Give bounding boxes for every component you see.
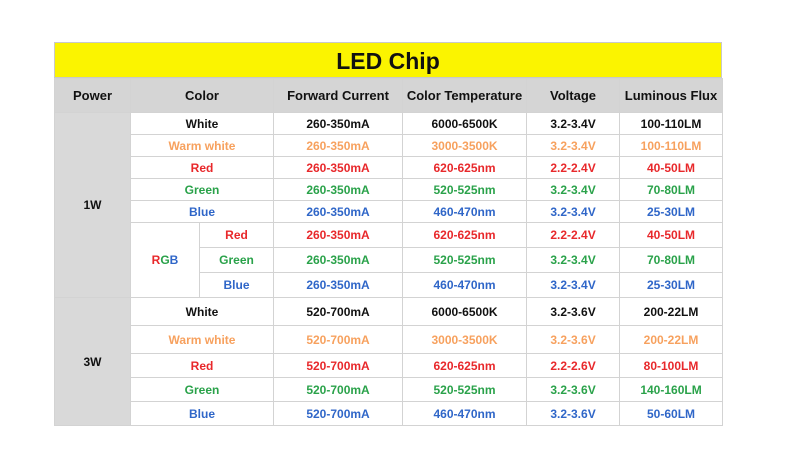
temperature-cell: 620-625nm [403,354,527,378]
table-row [55,223,723,248]
power-cell-3w: 3W [55,298,131,426]
temperature-cell: 6000-6500K [403,113,527,135]
header-power: Power [55,79,131,113]
flux-cell: 200-22LM [620,326,723,354]
table-row [55,354,723,378]
flux-cell: 100-110LM [620,113,723,135]
flux-cell: 100-110LM [620,135,723,157]
temperature-cell: 520-525nm [403,248,527,273]
voltage-cell: 3.2-3.6V [527,326,620,354]
flux-cell: 25-30LM [620,273,723,298]
color-cell: Blue [131,402,274,426]
temperature-cell: 6000-6500K [403,298,527,326]
table-row [55,179,723,201]
table-row [55,298,723,326]
flux-cell: 40-50LM [620,223,723,248]
voltage-cell: 2.2-2.6V [527,354,620,378]
temperature-cell: 620-625nm [403,157,527,179]
current-cell: 520-700mA [274,354,403,378]
rgb-letter-r: R [151,253,161,267]
temperature-cell: 520-525nm [403,179,527,201]
color-cell: White [131,113,274,135]
current-cell: 520-700mA [274,326,403,354]
table-title: LED Chip [54,42,722,78]
flux-cell: 200-22LM [620,298,723,326]
temperature-cell: 3000-3500K [403,135,527,157]
current-cell: 260-350mA [274,157,403,179]
table-row [55,402,723,426]
color-cell: Red [200,223,274,248]
table-row [55,135,723,157]
voltage-cell: 3.2-3.4V [527,179,620,201]
flux-cell: 25-30LM [620,201,723,223]
header-color-temperature: Color Temperature [403,79,527,113]
color-cell: Red [131,354,274,378]
flux-cell: 50-60LM [620,402,723,426]
current-cell: 520-700mA [274,298,403,326]
color-cell: Green [131,378,274,402]
color-cell: Green [131,179,274,201]
voltage-cell: 3.2-3.4V [527,273,620,298]
voltage-cell: 3.2-3.4V [527,135,620,157]
voltage-cell: 3.2-3.4V [527,248,620,273]
header-row [55,79,723,113]
temperature-cell: 460-470nm [403,273,527,298]
header-forward-current: Forward Current [274,79,403,113]
table-row [55,201,723,223]
current-cell: 260-350mA [274,248,403,273]
temperature-cell: 460-470nm [403,402,527,426]
color-cell: Blue [131,201,274,223]
flux-cell: 40-50LM [620,157,723,179]
color-cell: White [131,298,274,326]
voltage-cell: 3.2-3.6V [527,378,620,402]
rgb-letter-b: B [169,253,179,267]
temperature-cell: 460-470nm [403,201,527,223]
voltage-cell: 3.2-3.4V [527,201,620,223]
voltage-cell: 3.2-3.6V [527,402,620,426]
color-cell: Warm white [131,326,274,354]
table-row [55,113,723,135]
current-cell: 260-350mA [274,135,403,157]
temperature-cell: 620-625nm [403,223,527,248]
voltage-cell: 3.2-3.4V [527,113,620,135]
color-cell: Warm white [131,135,274,157]
current-cell: 260-350mA [274,113,403,135]
power-cell-1w: 1W [55,113,131,298]
rgb-label-cell [131,223,200,298]
flux-cell: 70-80LM [620,248,723,273]
current-cell: 260-350mA [274,223,403,248]
temperature-cell: 520-525nm [403,378,527,402]
color-cell: Green [200,248,274,273]
current-cell: 520-700mA [274,378,403,402]
table-row [55,326,723,354]
flux-cell: 80-100LM [620,354,723,378]
current-cell: 260-350mA [274,273,403,298]
led-spec-table [54,78,723,426]
current-cell: 260-350mA [274,201,403,223]
header-voltage: Voltage [527,79,620,113]
table-row [55,157,723,179]
current-cell: 520-700mA [274,402,403,426]
rgb-letter-g: G [160,253,170,267]
temperature-cell: 3000-3500K [403,326,527,354]
voltage-cell: 2.2-2.4V [527,223,620,248]
flux-cell: 70-80LM [620,179,723,201]
voltage-cell: 2.2-2.4V [527,157,620,179]
header-color: Color [131,79,274,113]
flux-cell: 140-160LM [620,378,723,402]
header-luminous-flux: Luminous Flux [620,79,723,113]
table-row [55,378,723,402]
current-cell: 260-350mA [274,179,403,201]
voltage-cell: 3.2-3.6V [527,298,620,326]
color-cell: Blue [200,273,274,298]
color-cell: Red [131,157,274,179]
